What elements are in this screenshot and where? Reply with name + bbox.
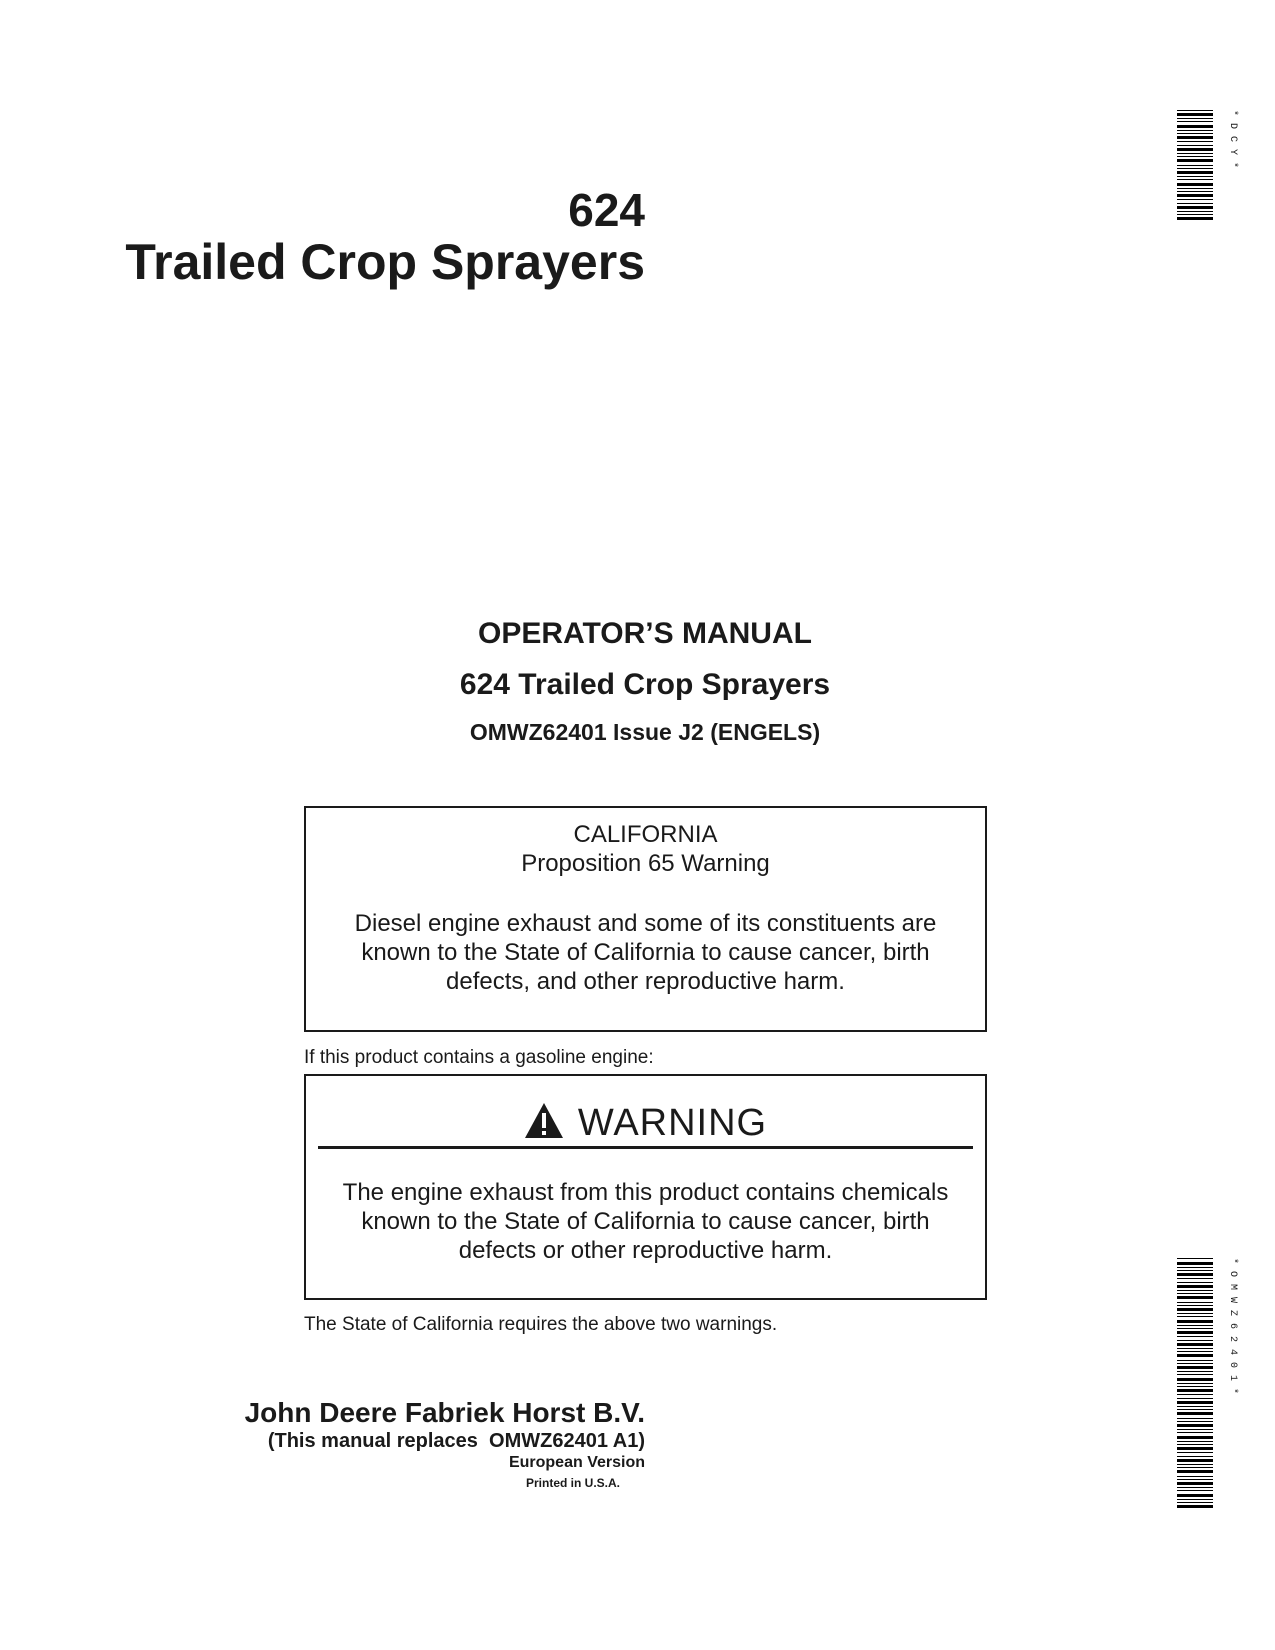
barcode-bar (1177, 1459, 1213, 1462)
barcode-bar (1177, 179, 1213, 180)
barcode-bar (1177, 1278, 1213, 1279)
warning-triangle-icon (524, 1102, 564, 1144)
barcode-bar (1177, 214, 1213, 215)
gasoline-warning-box (304, 1074, 987, 1300)
barcode-bar (1177, 1267, 1213, 1268)
barcode-bar (1177, 168, 1213, 169)
barcode-bar (1177, 1401, 1213, 1404)
barcode-top (1177, 110, 1237, 230)
barcode-bar (1177, 1487, 1213, 1488)
barcode-bar (1177, 1394, 1213, 1395)
barcode-bar (1177, 1441, 1213, 1442)
barcode-bar (1177, 1389, 1213, 1392)
warning-title: WARNING (577, 1101, 768, 1144)
prop65-body-line: known to the State of California to cause cancer, birth (361, 939, 930, 966)
barcode-bar (1177, 1499, 1213, 1500)
barcode-bar (1177, 1398, 1213, 1399)
barcode-bar (1177, 1464, 1213, 1465)
barcode-bar (1177, 1424, 1213, 1427)
barcode-bar (1177, 1476, 1213, 1477)
barcode-bar (1177, 1447, 1213, 1450)
barcode-bar (1177, 118, 1213, 119)
barcode-bar (1177, 1412, 1213, 1415)
barcode-bar (1177, 1383, 1213, 1384)
barcode-bar (1177, 1351, 1213, 1352)
barcode-bar (1177, 206, 1213, 209)
barcode-bar (1177, 1282, 1213, 1283)
product-title: Trailed Crop Sprayers (125, 234, 645, 290)
barcode-top-bars (1177, 110, 1213, 230)
barcode-bar (1177, 141, 1213, 142)
barcode-bottom-text: *OMWZ62401* (1227, 1258, 1238, 1402)
barcode-bar (1177, 1308, 1213, 1311)
barcode-bar (1177, 1467, 1213, 1468)
barcode-bar (1177, 133, 1213, 134)
barcode-bar (1177, 110, 1213, 111)
barcode-bar (1177, 125, 1213, 128)
barcode-bar (1177, 1409, 1213, 1410)
barcode-bar (1177, 1421, 1213, 1422)
company-name: John Deere Fabriek Horst B.V. (244, 1397, 645, 1428)
barcode-bar (1177, 191, 1213, 192)
barcode-bottom (1177, 1258, 1237, 1510)
barcode-bar (1177, 1432, 1213, 1433)
barcode-bar (1177, 1502, 1213, 1503)
barcode-bar (1177, 1313, 1213, 1314)
barcode-bar (1177, 1296, 1213, 1299)
replaces-note: (This manual replaces OMWZ62401 A1) (267, 1430, 645, 1452)
prop65-warning-box (304, 806, 987, 1032)
barcode-bar (1177, 145, 1213, 146)
barcode-bar (1177, 1305, 1213, 1306)
barcode-bar (1177, 1418, 1213, 1419)
barcode-bar (1177, 136, 1213, 139)
model-number: 624 (568, 184, 645, 236)
barcode-bar (1177, 1490, 1213, 1491)
barcode-bar (1177, 176, 1213, 177)
barcode-bar (1177, 1505, 1213, 1508)
barcode-bar (1177, 1302, 1213, 1303)
barcode-bar (1177, 211, 1213, 212)
barcode-bar (1177, 1429, 1213, 1430)
gasoline-note: If this product contains a gasoline engine: (304, 1047, 654, 1068)
prop65-body-line: defects, and other reproductive harm. (446, 968, 845, 995)
barcode-bar (1177, 1273, 1213, 1276)
prop65-line1: CALIFORNIA (573, 821, 718, 848)
barcode-bar (1177, 199, 1213, 200)
barcode-bar (1177, 1360, 1213, 1361)
barcode-bar (1177, 1293, 1213, 1294)
warning-header (306, 1098, 985, 1148)
barcode-bar (1177, 194, 1213, 197)
barcode-bar (1177, 1320, 1213, 1323)
barcode-bar (1177, 1363, 1213, 1364)
barcode-bar (1177, 1444, 1213, 1445)
barcode-bar (1177, 188, 1213, 189)
barcode-bar (1177, 153, 1213, 154)
barcode-bar (1177, 1331, 1213, 1334)
state-requirement-note: The State of California requires the above two warnings. (304, 1314, 778, 1335)
warning-body-line: known to the State of California to cause cancer, birth (361, 1208, 930, 1235)
barcode-bar (1177, 159, 1213, 162)
prop65-line2: Proposition 65 Warning (521, 850, 770, 877)
barcode-bar (1177, 1386, 1213, 1387)
barcode-bar (1177, 1470, 1213, 1473)
barcode-bar (1177, 183, 1213, 186)
barcode-bar (1177, 1374, 1213, 1375)
barcode-bar (1177, 1494, 1213, 1497)
barcode-bar (1177, 217, 1213, 220)
barcode-bar (1177, 1340, 1213, 1341)
barcode-bar (1177, 148, 1213, 151)
barcode-bar (1177, 1343, 1213, 1346)
barcode-bar (1177, 203, 1213, 204)
barcode-bar (1177, 1325, 1213, 1326)
warning-body-line: The engine exhaust from this product contains chemicals (342, 1179, 949, 1206)
barcode-bar (1177, 1452, 1213, 1453)
barcode-bar (1177, 1378, 1213, 1381)
barcode-bar (1177, 1270, 1213, 1271)
barcode-bottom-bars (1177, 1258, 1213, 1510)
barcode-bar (1177, 130, 1213, 131)
barcode-bar (1177, 156, 1213, 157)
edition-label: European Version (508, 1454, 645, 1471)
barcode-bar (1177, 1456, 1213, 1457)
prop65-body-line: Diesel engine exhaust and some of its constituents are (354, 910, 937, 937)
manual-subtitle: 624 Trailed Crop Sprayers (459, 668, 831, 701)
barcode-bar (1177, 1371, 1213, 1372)
barcode-bar (1177, 1328, 1213, 1329)
barcode-bar (1177, 1336, 1213, 1337)
barcode-bar (1177, 1285, 1213, 1288)
barcode-bar (1177, 165, 1213, 166)
barcode-top-text: *DCY* (1227, 110, 1238, 176)
manual-heading: OPERATOR’S MANUAL (478, 617, 812, 650)
barcode-bar (1177, 1406, 1213, 1407)
barcode-bar (1177, 1348, 1213, 1349)
printed-location: Printed in U.S.A. (525, 1476, 620, 1490)
barcode-bar (1177, 1354, 1213, 1357)
barcode-bar (1177, 113, 1213, 116)
barcode-bar (1177, 1316, 1213, 1317)
barcode-bar (1177, 1290, 1213, 1291)
barcode-bar (1177, 121, 1213, 122)
warning-divider (318, 1146, 973, 1149)
barcode-bar (1177, 1258, 1213, 1259)
manual-issue: OMWZ62401 Issue J2 (ENGELS) (469, 719, 821, 745)
barcode-bar (1177, 1436, 1213, 1439)
barcode-bar (1177, 1479, 1213, 1480)
barcode-bar (1177, 1482, 1213, 1485)
warning-body-line: defects or other reproductive harm. (458, 1237, 833, 1264)
barcode-bar (1177, 171, 1213, 174)
barcode-bar (1177, 1262, 1213, 1265)
barcode-bar (1177, 1366, 1213, 1369)
